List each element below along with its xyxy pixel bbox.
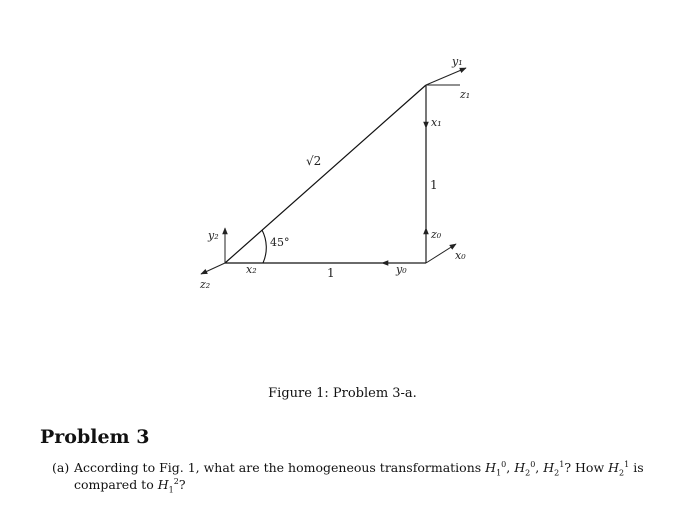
- z2-axis-arrow: [201, 263, 225, 274]
- angle-arc: [262, 230, 266, 263]
- question-text-2: ? How: [564, 460, 605, 475]
- question-text-4: ?: [178, 477, 186, 492]
- figure-caption: Figure 1: Problem 3-a.: [268, 386, 417, 401]
- y0-label: y₀: [396, 263, 407, 276]
- x0-axis-arrow: [426, 244, 456, 263]
- x2-label: x₂: [246, 263, 257, 276]
- hypotenuse-length-label: √2: [306, 154, 322, 168]
- z2-label: z₂: [200, 278, 211, 291]
- z0-label: z₀: [431, 228, 442, 241]
- angle-label: 45°: [270, 236, 290, 249]
- x0-label: x₀: [455, 249, 466, 262]
- question-text-3: is compared to: [74, 460, 644, 492]
- problem-title: Problem 3: [40, 426, 150, 448]
- question-part-a: [52, 459, 652, 493]
- horizontal-length-label: 1: [327, 266, 335, 280]
- hypotenuse-line: [225, 85, 426, 263]
- question-body: According to Fig. 1, what are the homogeneous transformations $H_1^0$, $H_2^0$, $H_2^1$? How $H_2^1$ is compared to $H_1^2$?: [74, 459, 644, 495]
- y2-label: y₂: [208, 229, 219, 242]
- vertical-length-label: 1: [430, 178, 438, 192]
- y1-axis-arrow: [426, 68, 466, 85]
- z1-label: z₁: [460, 88, 471, 101]
- y1-label: y₁: [452, 55, 463, 68]
- question-text-1: According to Fig. 1, what are the homogeneous transformations: [74, 460, 482, 475]
- question-tag: (a): [52, 460, 70, 475]
- x1-label: x₁: [431, 116, 442, 129]
